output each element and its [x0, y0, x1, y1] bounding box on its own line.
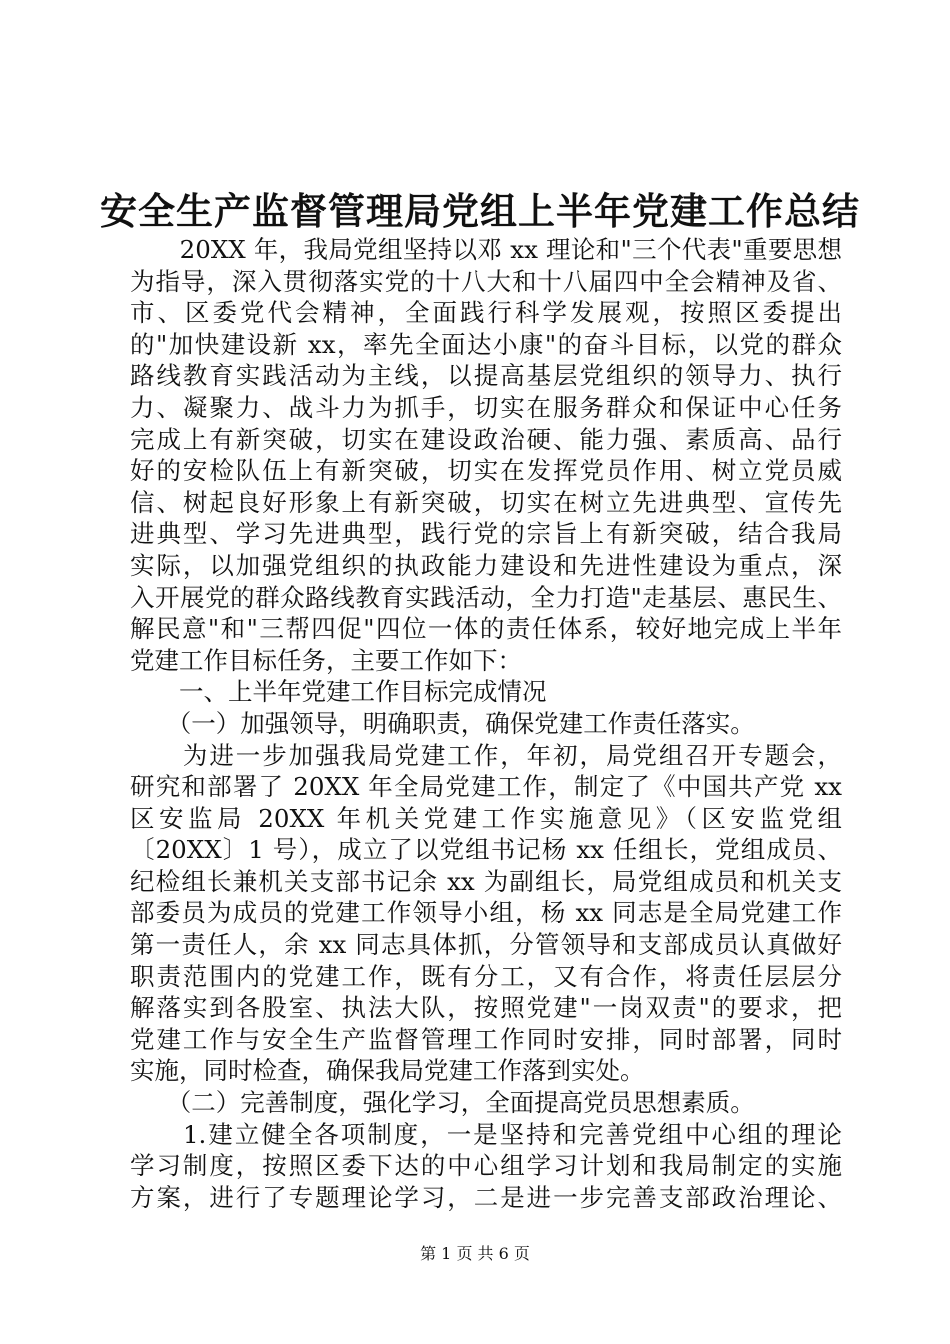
- document-body: [130, 234, 842, 1213]
- text-line: 实施，同时检查，确保我局党建工作落到实处。: [130, 1056, 645, 1086]
- text-line: 〔20XX〕1 号），成立了以党组书记杨 xx 任组长，党组成员、: [130, 835, 842, 865]
- page-number: 第 1 页 共 6 页: [420, 1244, 530, 1263]
- text-line: 解民意"和"三帮四促"四位一体的责任体系，较好地完成上半年: [130, 614, 842, 644]
- text-line: 的"加快建设新 xx，率先全面达小康"的奋斗目标，以党的群众: [130, 329, 842, 359]
- text-line: 区安监局 20XX 年机关党建工作实施意见》（区安监党组: [130, 803, 842, 833]
- text-line: 1.建立健全各项制度，一是坚持和完善党组中心组的理论: [130, 1119, 842, 1149]
- text-line: 纪检组长兼机关支部书记余 xx 为副组长，局党组成员和机关支: [130, 866, 842, 896]
- text-line: 入开展党的群众路线教育实践活动，全力打造"走基层、惠民生、: [130, 582, 842, 612]
- text-line: 部委员为成员的党建工作领导小组，杨 xx 同志是全局党建工作: [130, 898, 842, 928]
- document-title: 安全生产监督管理局党组上半年党建工作总结: [100, 189, 860, 233]
- text-line: 研究和部署了 20XX 年全局党建工作，制定了《中国共产党 xx: [130, 772, 842, 802]
- text-line: 党建工作目标任务，主要工作如下：: [130, 645, 522, 675]
- text-line: 实际，以加强党组织的执政能力建设和先进性建设为重点，深: [130, 550, 842, 580]
- subsection-heading: （二）完善制度，强化学习，全面提高党员思想素质。: [130, 1088, 755, 1118]
- text-line: 20XX 年，我局党组坚持以邓 xx 理论和"三个代表"重要思想: [130, 235, 842, 264]
- text-line: 路线教育实践活动为主线，以提高基层党组织的领导力、执行: [130, 361, 842, 391]
- text-line: 职责范围内的党建工作，既有分工，又有合作，将责任层层分: [130, 961, 842, 991]
- text-line: 学习制度，按照区委下达的中心组学习计划和我局制定的实施: [130, 1151, 842, 1181]
- section-heading: 一、上半年党建工作目标完成情况: [130, 677, 547, 707]
- text-line: 党建工作与安全生产监督管理工作同时安排，同时部署，同时: [130, 1024, 842, 1054]
- text-line: 市、区委党代会精神，全面践行科学发展观，按照区委提出: [130, 298, 842, 328]
- subsection-heading: （一）加强领导，明确职责，确保党建工作责任落实。: [130, 708, 755, 738]
- text-line: 方案，进行了专题理论学习，二是进一步完善支部政治理论、: [130, 1182, 842, 1212]
- text-line: 好的安检队伍上有新突破，切实在发挥党员作用、树立党员威: [130, 456, 842, 486]
- text-line: 为指导，深入贯彻落实党的十八大和十八届四中全会精神及省、: [130, 266, 842, 296]
- text-line: 第一责任人，余 xx 同志具体抓，分管领导和支部成员认真做好: [130, 930, 842, 960]
- text-line: 为进一步加强我局党建工作，年初，局党组召开专题会，: [130, 740, 842, 770]
- text-line: 进典型、学习先进典型，践行党的宗旨上有新突破，结合我局: [130, 519, 842, 549]
- text-line: 解落实到各股室、执法大队，按照党建"一岗双责"的要求，把: [130, 993, 842, 1023]
- text-line: 信、树起良好形象上有新突破，切实在树立先进典型、宣传先: [130, 487, 842, 517]
- text-line: 完成上有新突破，切实在建设政治硬、能力强、素质高、品行: [130, 424, 842, 454]
- text-line: 力、凝聚力、战斗力为抓手，切实在服务群众和保证中心任务: [130, 392, 842, 422]
